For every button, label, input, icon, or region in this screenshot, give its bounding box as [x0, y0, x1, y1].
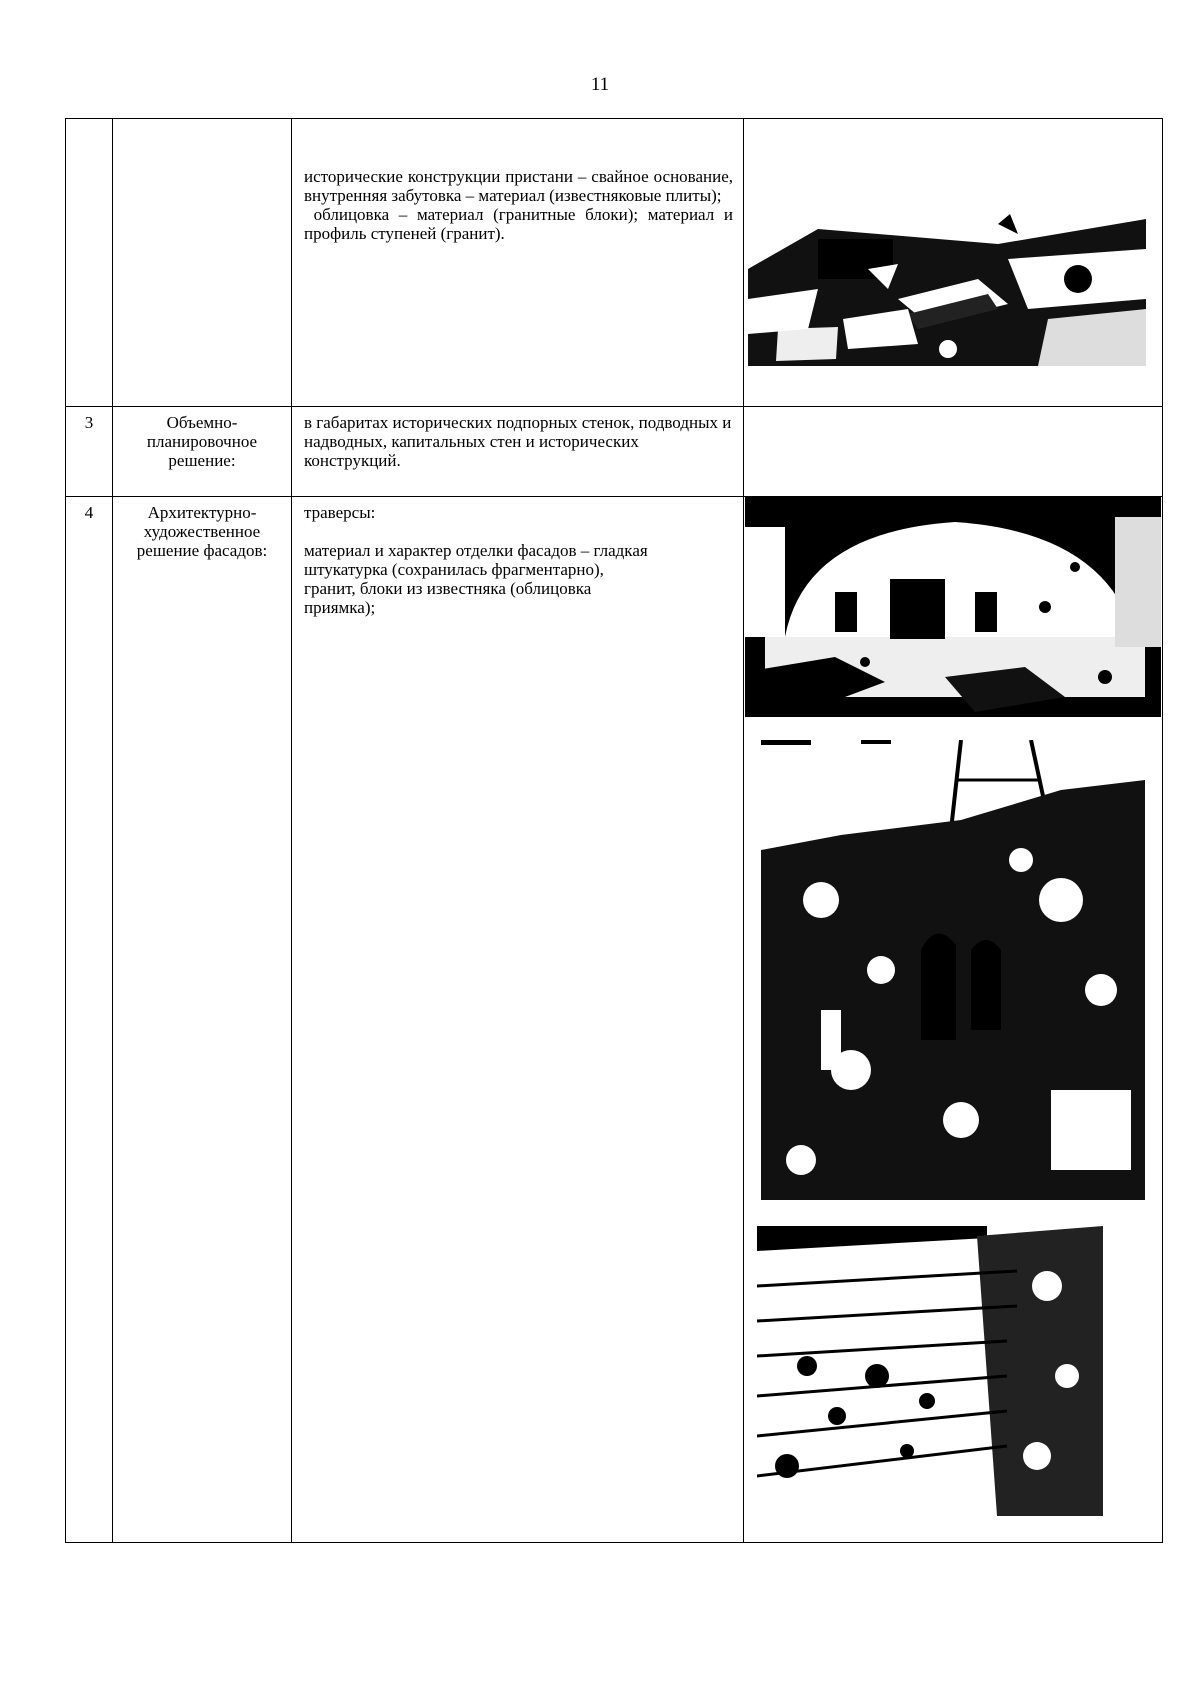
row-name-line: Объемно- [166, 413, 238, 432]
row-number: 3 [84, 413, 94, 432]
stone-wall-photo [757, 1226, 1103, 1516]
row-name-line: художественное [143, 522, 261, 541]
row-number-cell [66, 119, 113, 407]
table-row [66, 407, 1163, 497]
row-description-cell [292, 119, 744, 407]
page-number: 11 [590, 74, 610, 95]
traverse-arch-photo [745, 497, 1161, 717]
table-row [66, 497, 1163, 1543]
monument-table [65, 118, 1163, 1543]
row-name-cell [113, 407, 292, 497]
row-name-cell [113, 119, 292, 407]
row-number-cell [66, 407, 113, 497]
row-photo-cell [744, 497, 1163, 1543]
row-photo-cell [744, 119, 1163, 407]
description-paragraph: материал и характер отделки фасадов – гладкая штукатурка (сохранилась фрагментарно), гранит, блоки из известняка (облицовка приямка); [304, 541, 648, 617]
row-name-line: Архитектурно- [147, 503, 257, 522]
row-photo-cell [744, 407, 1163, 497]
row-name-line: планировочное [146, 432, 258, 451]
row-description-cell [292, 407, 744, 497]
row-name-line: решение: [168, 451, 236, 470]
ruined-wall-photo [761, 740, 1145, 1200]
row-number-cell [66, 497, 113, 1543]
row-number: 4 [84, 503, 94, 522]
row-name-cell [113, 497, 292, 1543]
description-paragraph: траверсы: [304, 503, 376, 522]
pier-ruins-photo [748, 209, 1146, 366]
description-paragraph: в габаритах исторических подпорных стенок, подводных и надводных, капитальных стен и исторических конструкций. [304, 413, 732, 470]
table-row [66, 119, 1163, 407]
description-paragraph: облицовка – материал (гранитные блоки); материал и профиль ступеней (гранит). [304, 205, 738, 243]
row-description-cell [292, 497, 744, 1543]
row-name-line: решение фасадов: [136, 541, 268, 560]
description-paragraph: исторические конструкции пристани – свайное основание, внутренняя забутовка – материал (известняковые плиты); [304, 167, 733, 205]
